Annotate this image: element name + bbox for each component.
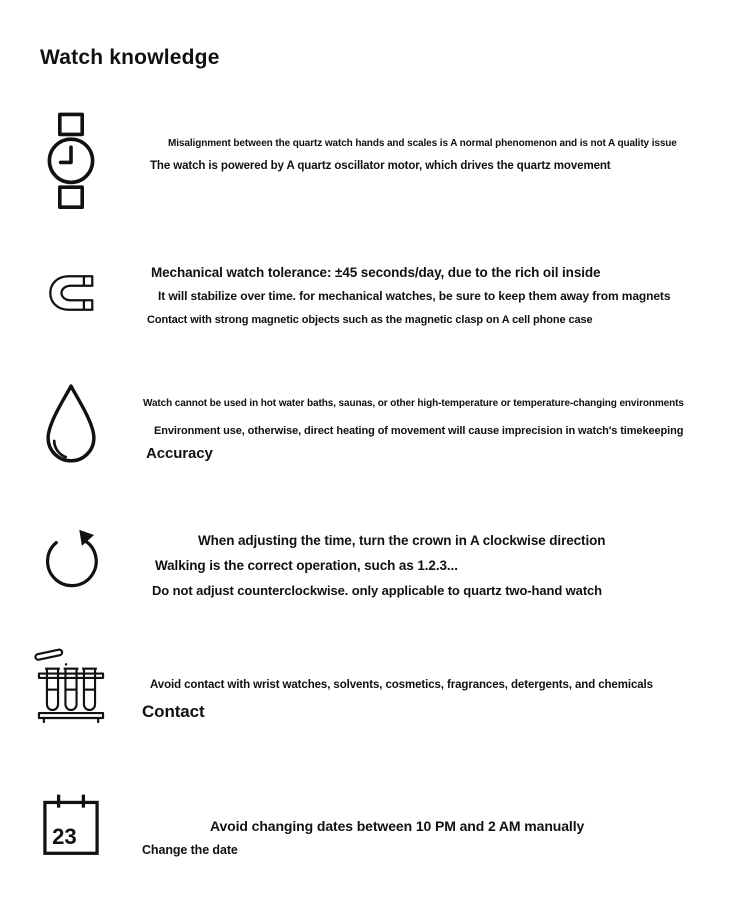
section-crown-adjustment [0, 518, 750, 607]
text-line: When adjusting the time, turn the crown in A clockwise direction [198, 533, 606, 548]
page-title: Watch knowledge [40, 46, 220, 70]
magnet-icon [43, 265, 99, 321]
text-line: It will stabilize over time. for mechanical watches, be sure to keep them away from magnets [158, 289, 671, 304]
text-line: Avoid changing dates between 10 PM and 2 AM manually [210, 818, 585, 834]
calendar-icon [41, 792, 101, 857]
wristwatch-icon [43, 112, 99, 210]
section-accuracy [0, 378, 750, 471]
text-line: The watch is powered by A quartz oscillator motor, which drives the quartz movement [150, 159, 611, 172]
text-line: Contact with strong magnetic objects such as the magnetic clasp on A cell phone case [147, 313, 593, 326]
text-line: Walking is the correct operation, such as 1.2.3... [155, 558, 458, 574]
section-label-contact: Contact [142, 701, 205, 721]
water-drop-icon [42, 383, 100, 465]
section-label-change-date: Change the date [142, 842, 238, 857]
section-magnetism [0, 252, 750, 335]
text-line: Mechanical watch tolerance: ±45 seconds/day, due to the rich oil inside [151, 265, 601, 280]
section-change-date [0, 786, 750, 866]
section-contact [0, 640, 750, 730]
section-label-accuracy: Accuracy [146, 444, 213, 462]
chemicals-test-tubes-icon [34, 644, 108, 725]
text-line: Environment use, otherwise, direct heating of movement will cause imprecision in watch's timekeeping [154, 424, 684, 437]
section-quartz-movement [0, 108, 750, 210]
text-line: Watch cannot be used in hot water baths, saunas, or other high-temperature or temperature-changing environments [143, 398, 684, 409]
text-line: Do not adjust counterclockwise. only applicable to quartz two-hand watch [152, 582, 603, 598]
text-line: Misalignment between the quartz watch hands and scales is A normal phenomenon and is not A quality issue [168, 138, 677, 149]
clockwise-arrow-icon [39, 526, 103, 590]
text-line: Avoid contact with wrist watches, solvents, cosmetics, fragrances, detergents, and chemicals [150, 679, 653, 691]
calendar-day: 23 [52, 824, 77, 850]
